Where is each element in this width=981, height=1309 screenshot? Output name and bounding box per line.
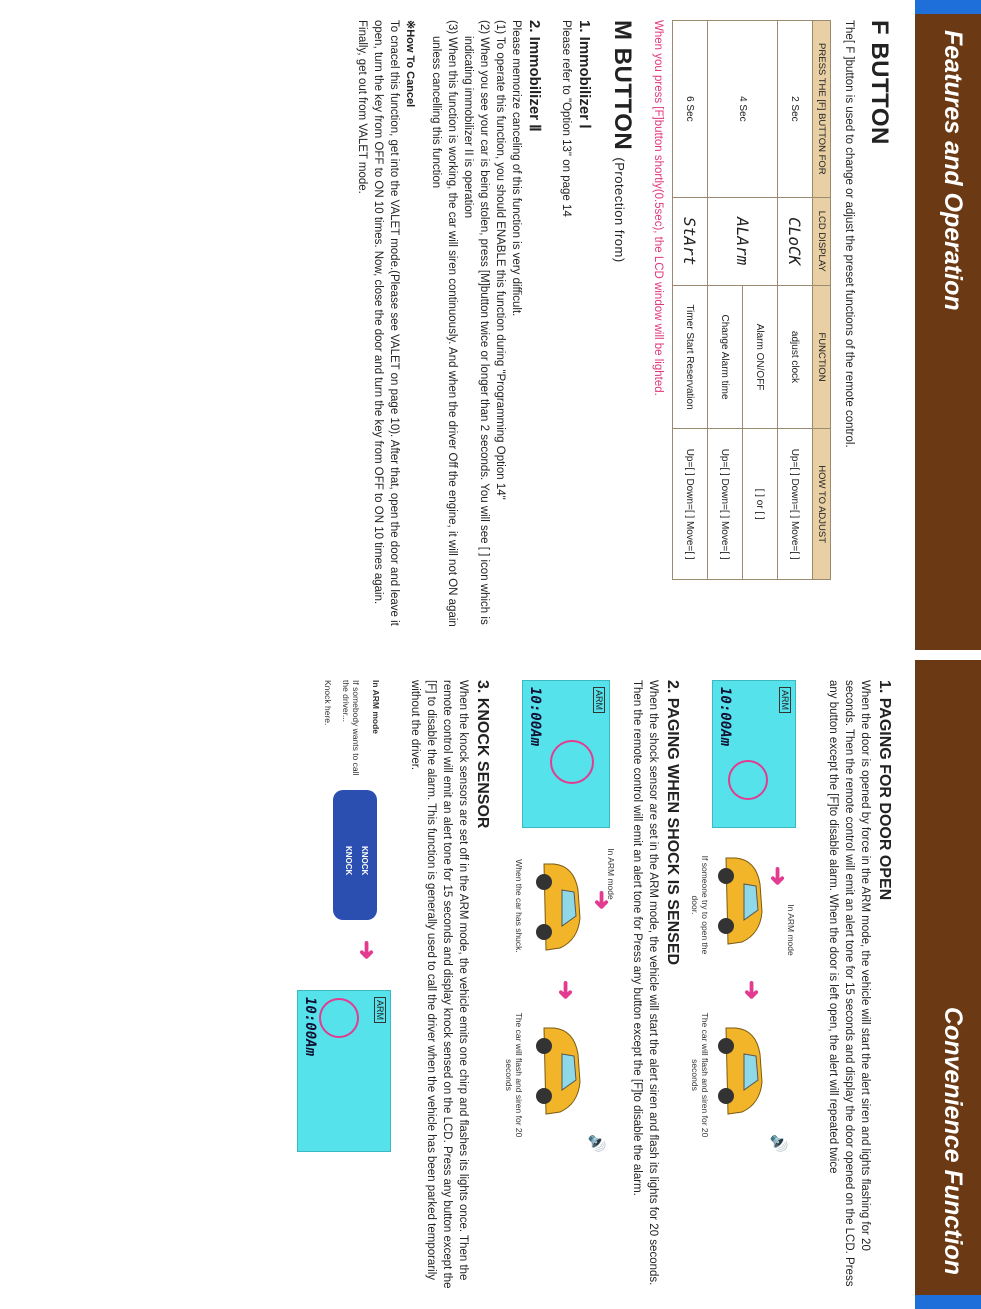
- caption-call-driver: If somebody wants to call the driver...: [341, 680, 361, 776]
- caption-open-door: If someone try to open the door.: [690, 855, 710, 955]
- table-cell-function: Timer Start Reservation: [673, 285, 708, 429]
- immobilizer2-intro: Please memorize canceling of this function is very difficult.: [510, 20, 522, 317]
- immobilizer1-text: Please refer to "Option 13" on page 14: [560, 20, 572, 217]
- table-cell-function: adjust clock: [778, 285, 813, 429]
- header-title-right: Convenience Function: [939, 1006, 967, 1275]
- table-cell-press: 6 Sec: [673, 21, 708, 198]
- car-icon: [532, 856, 594, 956]
- table-cell-adjust: [ ] or [ ]: [743, 429, 778, 580]
- table-cell-press: 4 Sec: [708, 21, 778, 198]
- f-button-note: When you press [F]button shortly(0.5sec), the LCD window will be lighted.: [652, 20, 664, 396]
- m-button-title: [608, 20, 636, 630]
- table-row: [778, 21, 813, 580]
- right-column: [825, 680, 893, 1290]
- lcd-mode-tag: ARM: [374, 997, 386, 1023]
- arrow-icon: ➜: [738, 980, 765, 1001]
- table-header-row: [813, 21, 831, 580]
- paging-door-text: When the door is opened by force in the ARM mode, the vehicle will start the alert siren and lights flashing for 20 seconds. Then the remote control will emit an alert tone for 15 seconds and display the door opened on the LCD. Press any button except the [F]to disable alarm. When the door is left open, the alert will repeated twice: [827, 680, 871, 1287]
- door-open-figure: [686, 680, 796, 1280]
- table-cell-adjust: Up=[ ] Down=[ ] Move=[ ]: [708, 429, 743, 580]
- paging-door-title: 1. PAGING FOR DOOR OPEN: [876, 680, 893, 901]
- header-band-left: [915, 0, 981, 650]
- speaker-icon: 🔊: [770, 1134, 787, 1153]
- table-header-function: FUNCTION: [813, 285, 831, 429]
- header-band-right: [915, 660, 981, 1309]
- header-blue-accent-left: [915, 0, 981, 14]
- table-cell-function: Alarm ON/OFF: [743, 285, 778, 429]
- header-title-left: Features and Operation: [939, 30, 967, 311]
- remote-knock-label-2: KNOCK: [344, 846, 353, 876]
- immobilizer2-title: 2. Immobilizer Ⅱ: [526, 20, 543, 132]
- caption-flash-siren: The car will flash and siren for 20 seconds: [504, 1012, 524, 1138]
- table-cell-lcd: StArt: [673, 197, 708, 285]
- table-header-press: PRESS THE [F] BUTTON FOR: [813, 21, 831, 198]
- highlight-circle: [728, 760, 768, 800]
- car-icon: [714, 850, 776, 950]
- lcd-display: [712, 680, 796, 828]
- caption-arm-mode: In ARM mode: [786, 904, 796, 956]
- f-button-title: F BUTTON: [866, 20, 893, 145]
- arrow-icon: ➜: [353, 940, 380, 961]
- caption-arm-mode: In ARM mode: [606, 848, 616, 900]
- knock-section: [407, 680, 491, 1290]
- m-button-subtitle: (Protection from): [612, 157, 627, 263]
- f-button-table: [672, 20, 831, 580]
- table-cell-adjust: Up=[ ] Down=[ ] Move=[ ]: [778, 429, 813, 580]
- knock-text: When the knock sensors are set off in the ARM mode, the vehicle emits one chirp and flashes its lights once. Then the remote control will emit an alert tone for 15 seconds and display knock sensed on the LCD. Press any button except the [F] to disable the alarm. This function is generally used to call the driver when the vehicle has been parked temporarily without the driver.: [409, 680, 469, 1289]
- paging-shock-section: [629, 680, 681, 1290]
- highlight-circle: [319, 998, 359, 1038]
- paging-shock-title: 2. PAGING WHEN SHOCK IS SENSED: [664, 680, 681, 966]
- lcd-mode-tag: ARM: [779, 687, 791, 713]
- arrow-icon: ➜: [552, 980, 579, 1001]
- caption-knock-here: Knock here.: [323, 680, 333, 726]
- lcd-mode-tag: ARM: [593, 687, 605, 713]
- cancel-text: To cnacel this function, get into the VALET mode.(Please see VALET on page 10). After that, open the door and leave it open, turn the key from OFF to ON 10 times. Now, close the door and turn the key from OFF to ON 10 times again. Finally, get out from VALET mode.: [356, 20, 400, 626]
- immobilizer1-title: 1. Immobilizer Ⅰ: [576, 20, 593, 129]
- caption-arm-mode: In ARM mode: [371, 680, 381, 734]
- lcd-readout: 10:00Am: [302, 997, 318, 1057]
- table-cell-function: Change Alarm time: [708, 285, 743, 429]
- caption-flash-siren: The car will flash and siren for 20 seconds: [690, 1012, 710, 1138]
- m-button-title-text: M BUTTON: [609, 20, 636, 151]
- table-row: [673, 21, 708, 580]
- table-cell-press: 2 Sec: [778, 21, 813, 198]
- remote-knock-pad: [333, 790, 377, 920]
- table-header-adjust: HOW TO ADJUST: [813, 429, 831, 580]
- table-cell-lcd: CLoCK: [778, 197, 813, 285]
- car-icon: [532, 1020, 594, 1120]
- left-column: [354, 20, 893, 630]
- arrow-icon: ➜: [588, 890, 615, 911]
- immobilizer2-item-3: (3) When this function is working, the car will siren continuously. And when the driver Off the engine, it will not ON again unless cancelling this function: [430, 20, 458, 627]
- arrow-icon: ➜: [764, 866, 791, 887]
- paging-shock-text: When the shock sensor are set in the ARM mode, the vehicle will start the alert siren and flash its lights for 20 seconds. Then the remote control will emit an alert tone for Press any button except the [F]to disable the alarm.: [631, 680, 659, 1286]
- knock-title: 3. KNOCK SENSOR: [474, 680, 491, 829]
- lcd-readout: 10:00Am: [527, 687, 543, 747]
- lcd-readout: 10:00Am: [717, 687, 733, 747]
- speaker-icon: 🔊: [588, 1134, 605, 1153]
- remote-knock-label: KNOCK: [360, 846, 369, 876]
- car-icon: [714, 1020, 776, 1120]
- caption-shock: When the car has shuck.: [514, 859, 524, 953]
- table-cell-adjust: Up=[ ] Down=[ ] Move=[ ]: [673, 429, 708, 580]
- table-header-lcd: LCD DISPLAY: [813, 197, 831, 285]
- cancel-title: ※How To Cancel: [404, 20, 416, 108]
- f-button-intro: The[ F ]button is used to change or adjust the preset functions of the remote control.: [843, 20, 855, 448]
- immobilizer2-item-1: (1) To operate this function, you should ENABLE this function during "Programming Option 14": [494, 20, 506, 500]
- knock-figure: [211, 680, 391, 1280]
- shock-figure: [496, 680, 616, 1280]
- table-row: [743, 21, 778, 580]
- header-blue-accent-right: [915, 1295, 981, 1309]
- table-cell-lcd: ALArm: [708, 197, 778, 285]
- highlight-circle: [550, 740, 594, 784]
- immobilizer2-item-2: (2) When you see your car is being stolen, press [M]button twice or longer than 2 seconds. You will see [ ] icon which is indicating immobilizer II is operation: [462, 20, 490, 625]
